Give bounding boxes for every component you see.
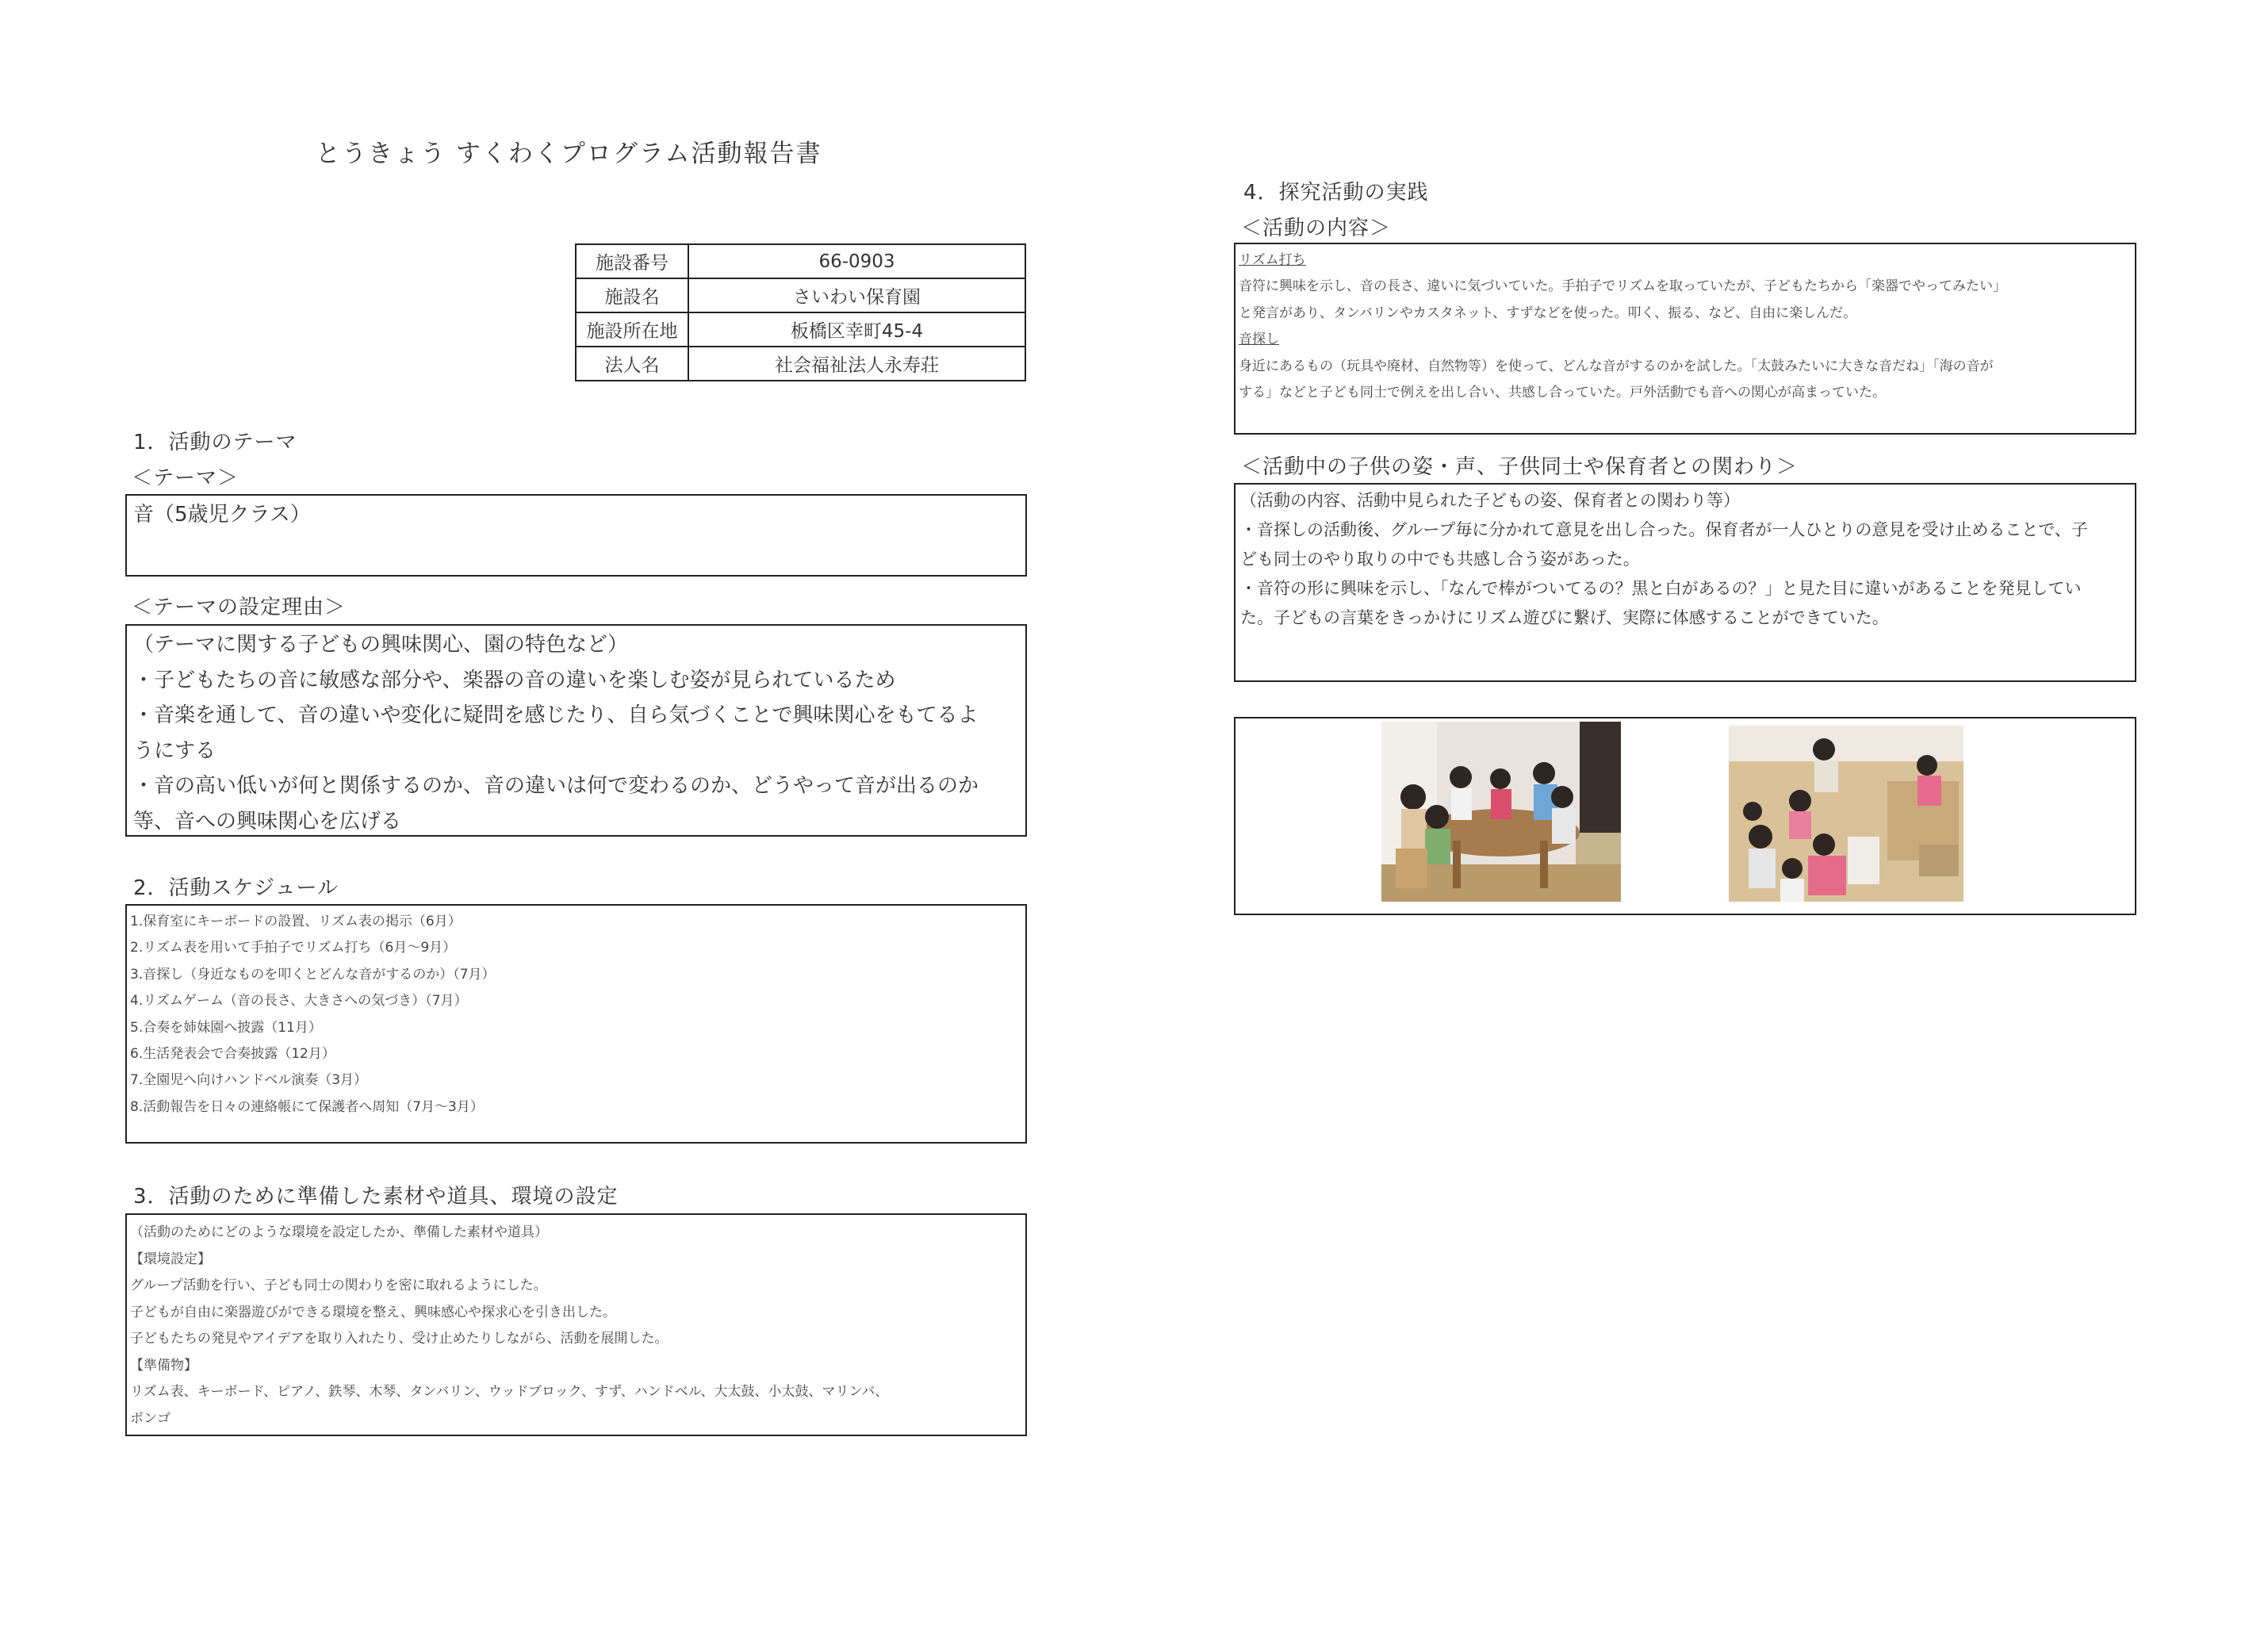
materials-line: （活動のためにどのような環境を設定したか、準備した素材や道具） — [130, 1224, 548, 1240]
table-row — [576, 278, 1025, 312]
schedule-item: 6.生活発表会で合奏披露（12月） — [130, 1046, 335, 1063]
theme-label: ＜テーマ＞ — [132, 466, 239, 490]
facility-number-value: 66-0903 — [688, 244, 1025, 278]
materials-line: 【準備物】 — [130, 1357, 197, 1374]
facility-number-label: 施設番号 — [576, 244, 688, 278]
reason-label: ＜テーマの設定理由＞ — [132, 596, 347, 619]
reason-line: 等、音への興味関心を広げる — [133, 809, 402, 833]
reason-box — [125, 624, 1027, 837]
photo-illustration — [1381, 722, 1621, 902]
materials-line: グループ活動を行い、子ども同士の関わりを密に取れるようにした。 — [130, 1278, 547, 1293]
activity-photo-floor — [1729, 726, 1963, 902]
reason-line: ・音楽を通して、音の違いや変化に疑問を感じたり、自ら気づくことで興味関心をもてるよ — [133, 703, 979, 727]
reason-line: ・音の高い低いが何と関係するのか、音の違いは何で変わるのか、どうやって音が出るのか — [133, 774, 979, 798]
table-row — [576, 312, 1025, 347]
children-box — [1234, 483, 2136, 682]
schedule-item: 7.全園児へ向けハンドベル演奏（3月） — [130, 1072, 368, 1089]
content-line: と発言があり、タンバリンやカスタネット、すずなどを使った。叩く、振る、など、自由に楽しんだ。 — [1239, 305, 1857, 321]
materials-line: 【環境設定】 — [130, 1251, 211, 1267]
photo-box — [1234, 717, 2136, 915]
children-line: （活動の内容、活動中見られた子どもの姿、保育者との関わり等） — [1240, 491, 1740, 510]
content-line: する」などと子ども同士で例えを出し合い、共感し合っていた。戸外活動でも音への関心が高まっていた。 — [1239, 385, 1886, 401]
facility-name-value: さいわい保育園 — [688, 278, 1025, 312]
materials-line: 子どもが自由に楽器遊びができる環境を整え、興味感心や探求心を引き出した。 — [130, 1304, 617, 1320]
photo-illustration — [1729, 726, 1963, 902]
corporation-name-label: 法人名 — [576, 347, 688, 381]
facility-name-label: 施設名 — [576, 278, 688, 312]
content-subheading-sound-search: 音探し — [1239, 331, 1279, 348]
schedule-item: 3.音探し（身近なものを叩くとどんな音がするのか）（7月） — [130, 966, 496, 983]
content-line: 音符に興味を示し、音の長さ、違いに気づいていた。手拍子でリズムを取っていたが、子どもたちから「楽器でやってみたい」 — [1239, 278, 2006, 295]
content-box — [1234, 243, 2136, 435]
section1-heading: 1．活動のテーマ — [133, 431, 297, 454]
theme-text: 音（5歳児クラス） — [133, 503, 311, 527]
content-subheading-rhythm: リズム打ち — [1239, 252, 1306, 268]
reason-line: （テーマに関する子どもの興味関心、園の特色など） — [133, 633, 629, 657]
schedule-item: 5.合奏を姉妹園へ披露（11月） — [130, 1019, 322, 1036]
theme-box — [125, 494, 1027, 577]
content-label: ＜活動の内容＞ — [1241, 216, 1392, 240]
table-row — [576, 244, 1025, 278]
facility-info-table — [575, 243, 1026, 381]
materials-box — [125, 1213, 1027, 1436]
materials-line: リズム表、キーボード、ピアノ、鉄琴、木琴、タンバリン、ウッドブロック、すず、ハンドベル、大太鼓、小太鼓、マリンバ、 — [130, 1384, 889, 1400]
materials-line: 子どもたちの発見やアイデアを取り入れたり、受け止めたりしながら、活動を展開した。 — [130, 1331, 669, 1347]
reason-line: うにする — [133, 738, 216, 763]
children-line: た。子どもの言葉をきっかけにリズム遊びに繋げ、実際に体感することができていた。 — [1240, 608, 1889, 627]
schedule-item: 2.リズム表を用いて手拍子でリズム打ち（6月～9月） — [130, 940, 457, 956]
section4-heading: 4．探究活動の実践 — [1243, 181, 1429, 205]
schedule-item: 4.リズムゲーム（音の長さ、大きさへの気づき）（7月） — [130, 993, 468, 1010]
document-title: とうきょう すくわくプログラム活動報告書 — [316, 140, 822, 168]
facility-address-label: 施設所在地 — [576, 312, 688, 347]
facility-address-value: 板橋区幸町45-4 — [688, 312, 1025, 347]
section2-heading: 2．活動スケジュール — [133, 876, 339, 900]
content-line: 身近にあるもの（玩具や廃材、自然物等）を使って、どんな音がするのかを試した。「太鼓みたいに大きな音だね」「海の音が — [1239, 358, 1994, 374]
schedule-box — [125, 904, 1027, 1144]
reason-line: ・子どもたちの音に敏感な部分や、楽器の音の違いを楽しむ姿が見られているため — [133, 668, 896, 692]
children-line: ・音符の形に興味を示し、「なんで棒がついてるの？黒と白があるの？」と見た目に違いがあることを発見してい — [1240, 579, 2082, 598]
schedule-item: 8.活動報告を日々の連絡帳にて保護者へ周知（7月～3月） — [130, 1098, 484, 1115]
materials-line: ボンゴ — [130, 1410, 170, 1427]
children-line: ども同士のやり取りの中でも共感し合う姿があった。 — [1240, 550, 1640, 569]
table-row — [576, 347, 1025, 381]
activity-photo-table — [1381, 722, 1621, 902]
children-line: ・音探しの活動後、グループ毎に分かれて意見を出し合った。保育者が一人ひとりの意見を受け止めることで、子 — [1240, 520, 2088, 539]
corporation-name-value: 社会福祉法人永寿荘 — [688, 347, 1025, 381]
children-label: ＜活動中の子供の姿・声、子供同士や保育者との関わり＞ — [1241, 455, 1799, 479]
section3-heading: 3．活動のために準備した素材や道具、環境の設定 — [133, 1185, 619, 1209]
schedule-item: 1.保育室にキーボードの設置、リズム表の掲示（6月） — [130, 914, 462, 929]
